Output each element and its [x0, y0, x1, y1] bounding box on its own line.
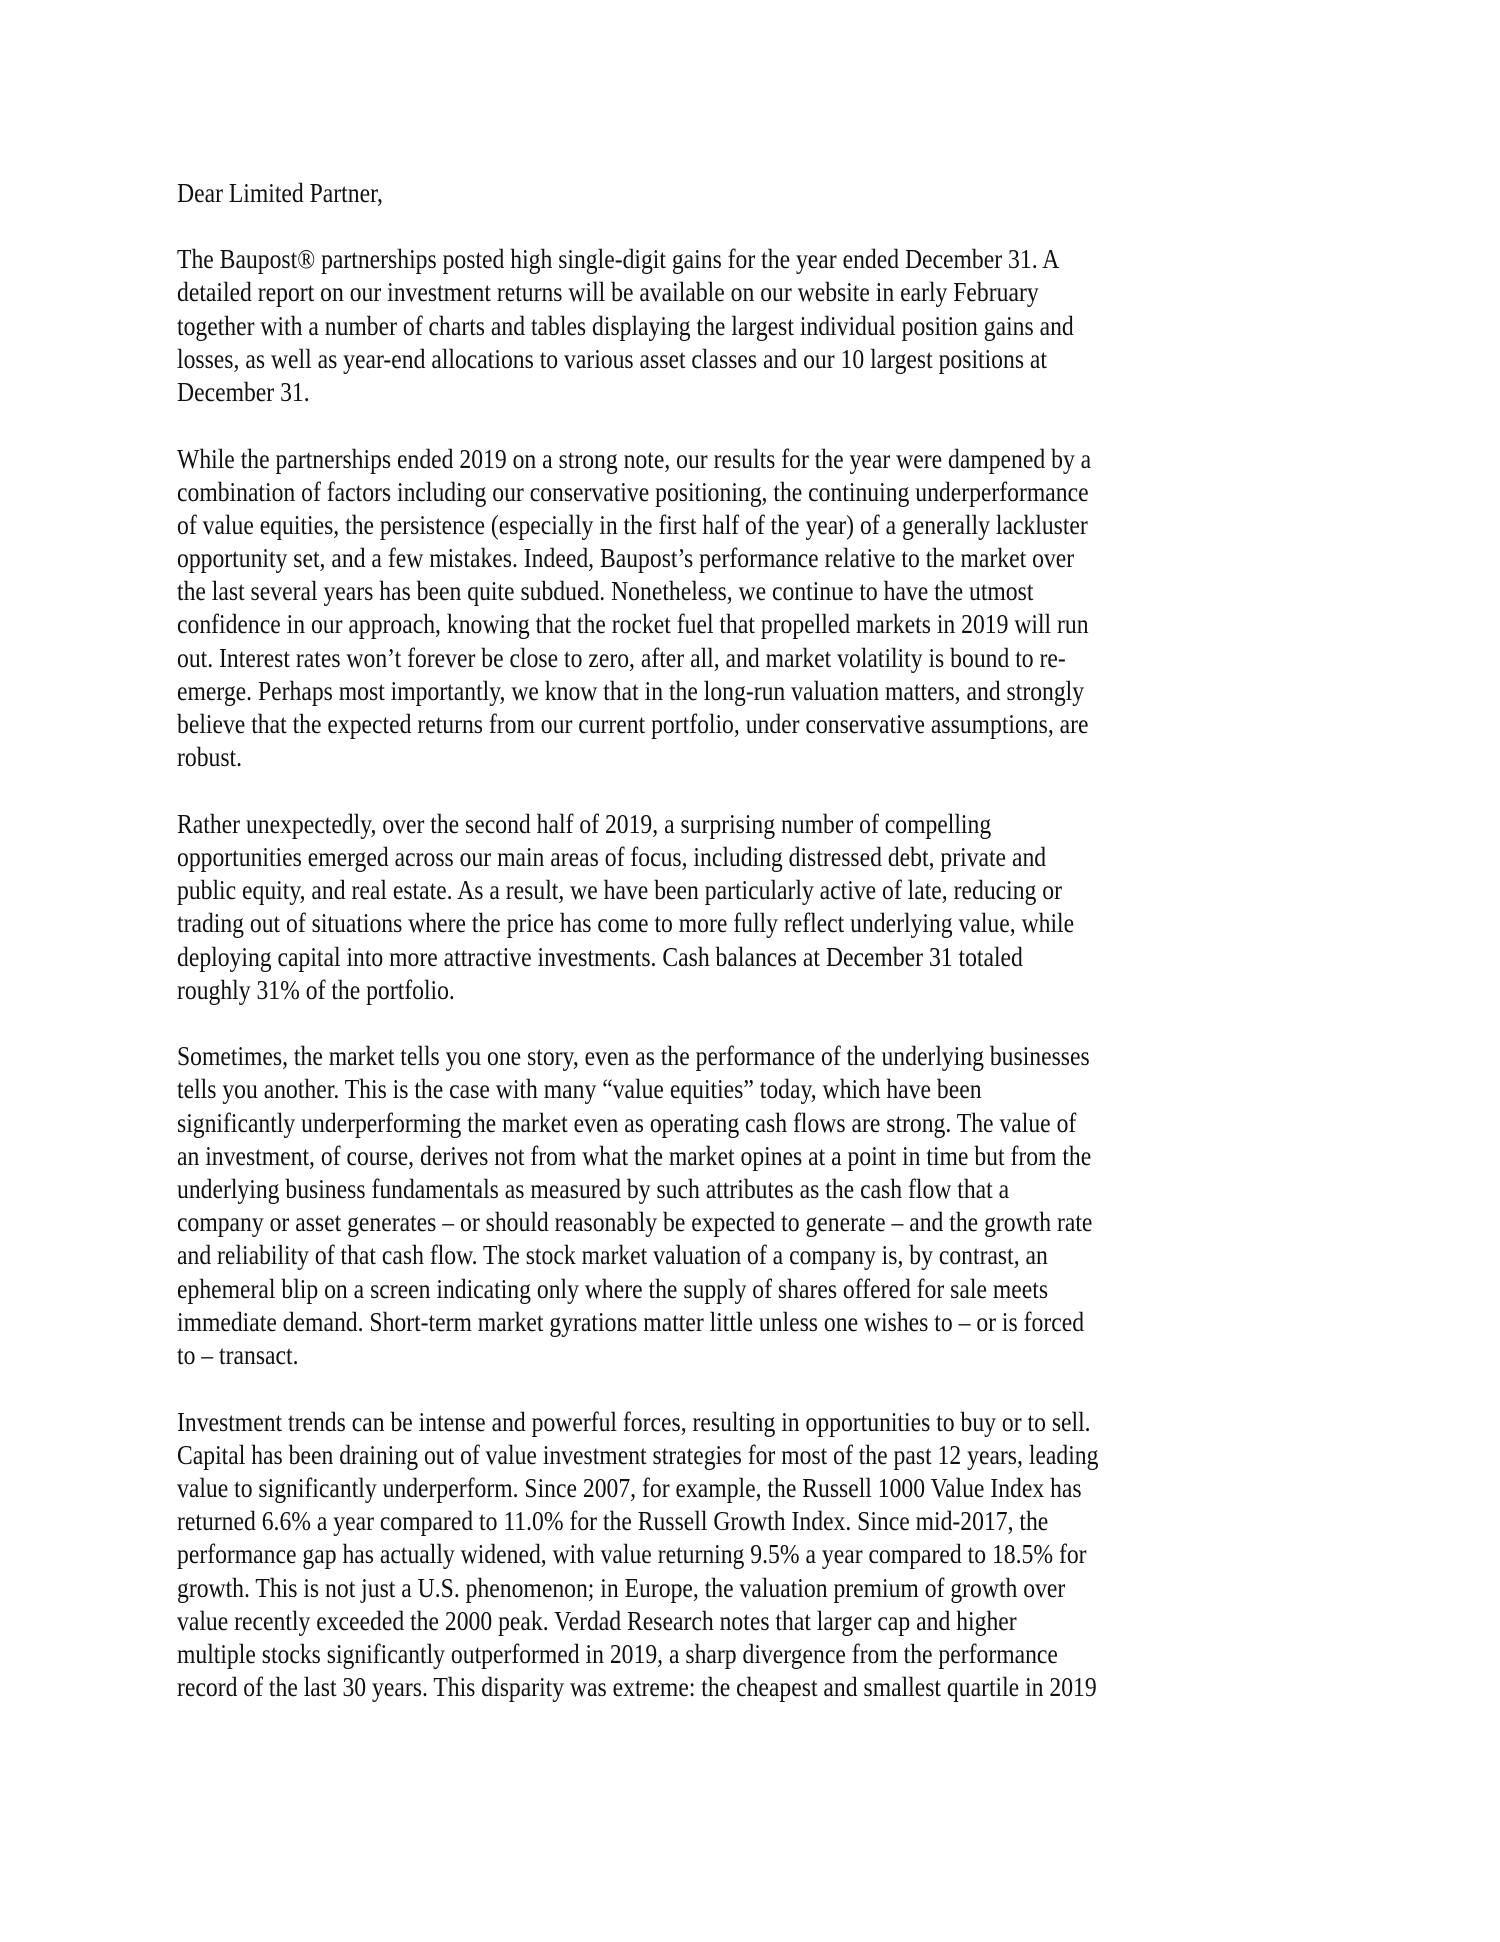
text-line: [177, 973, 1337, 1006]
text-line-content: out. Interest rates won’t forever be close to zero, after all, and market volatility is bound to re-: [177, 641, 1066, 673]
text-line: [177, 1305, 1337, 1338]
text-line-content: While the partnerships ended 2019 on a strong note, our results for the year were dampened by a: [177, 442, 1092, 474]
text-line: [177, 342, 1337, 375]
text-line-content: public equity, and real estate. As a result, we have been particularly active of late, reducing or: [177, 874, 1062, 906]
text-line-content: opportunities emerged across our main areas of focus, including distressed debt, private and: [177, 840, 1047, 872]
paragraph-annual-results: [177, 242, 1337, 408]
text-line-content: record of the last 30 years. This disparity was extreme: the cheapest and smallest quartile in 2019: [177, 1671, 1097, 1703]
text-line-content: emerge. Perhaps most importantly, we know that in the long-run valuation matters, and strongly: [177, 674, 1085, 706]
text-line: [177, 1338, 1337, 1371]
text-line-content: deploying capital into more attractive investments. Cash balances at December 31 totaled: [177, 940, 1023, 972]
text-line: [177, 641, 1337, 674]
text-line-content: Rather unexpectedly, over the second half of 2019, a surprising number of compelling: [177, 807, 992, 839]
text-line: [177, 1039, 1337, 1072]
text-line-content: believe that the expected returns from our current portfolio, under conservative assumptions, are: [177, 708, 1089, 740]
text-line-content: immediate demand. Short-term market gyrations matter little unless one wishes to – or is forced: [177, 1305, 1085, 1337]
text-line-content: The Baupost® partnerships posted high single-digit gains for the year ended December 31. A: [177, 243, 1060, 275]
text-line: [177, 442, 1337, 475]
text-line: [177, 275, 1337, 308]
text-line-content: value to significantly underperform. Since 2007, for example, the Russell 1000 Value Index has: [177, 1471, 1082, 1503]
text-line-content: growth. This is not just a U.S. phenomenon; in Europe, the valuation premium of growth over: [177, 1571, 1066, 1603]
text-line: [177, 1537, 1337, 1570]
text-line-content: combination of factors including our conservative positioning, the continuing underperformance: [177, 475, 1089, 507]
text-line-content: December 31.: [177, 375, 310, 407]
text-line-content: value recently exceeded the 2000 peak. Verdad Research notes that larger cap and higher: [177, 1604, 1017, 1636]
text-line: [177, 707, 1337, 740]
text-line: [177, 1604, 1337, 1637]
paragraph-opportunities: [177, 807, 1337, 1006]
text-line-content: confidence in our approach, knowing that the rocket fuel that propelled markets in 2019 will run: [177, 608, 1089, 640]
paragraph-market-story: [177, 1039, 1337, 1371]
text-line: [177, 1438, 1337, 1471]
text-line-content: Capital has been draining out of value investment strategies for most of the past 12 years, leading: [177, 1438, 1099, 1470]
text-line-content: Investment trends can be intense and powerful forces, resulting in opportunities to buy or to sell.: [177, 1405, 1091, 1437]
text-line: [177, 906, 1337, 939]
text-line: [177, 607, 1337, 640]
text-line: [177, 674, 1337, 707]
text-line-content: an investment, of course, derives not from what the market opines at a point in time but from the: [177, 1139, 1092, 1171]
text-line: [177, 1670, 1337, 1703]
text-line: [177, 508, 1337, 541]
text-line: [177, 375, 1337, 408]
text-line: [177, 807, 1337, 840]
text-line-content: tells you another. This is the case with many “value equities” today, which have been: [177, 1073, 982, 1105]
text-line-content: performance gap has actually widened, with value returning 9.5% a year compared to 18.5% for: [177, 1538, 1087, 1570]
text-line: [177, 840, 1337, 873]
text-line: [177, 1571, 1337, 1604]
text-line: [177, 1504, 1337, 1537]
text-line: [177, 242, 1337, 275]
text-line-content: underlying business fundamentals as measured by such attributes as the cash flow that a: [177, 1173, 1010, 1205]
text-line: [177, 1272, 1337, 1305]
text-line-content: losses, as well as year-end allocations to various asset classes and our 10 largest positions at: [177, 342, 1048, 374]
text-line: [177, 1072, 1337, 1105]
text-line-content: ephemeral blip on a screen indicating only where the supply of shares offered for sale meets: [177, 1272, 1049, 1304]
text-line-content: returned 6.6% a year compared to 11.0% for the Russell Growth Index. Since mid-2017, the: [177, 1505, 1049, 1537]
text-line: [177, 475, 1337, 508]
text-line: [177, 1405, 1337, 1438]
text-line: [177, 309, 1337, 342]
text-line-content: detailed report on our investment returns will be available on our website in early February: [177, 276, 1039, 308]
text-line: [177, 1238, 1337, 1271]
text-line-content: multiple stocks significantly outperformed in 2019, a sharp divergence from the performance: [177, 1637, 1058, 1669]
text-line-content: and reliability of that cash flow. The stock market valuation of a company is, by contrast, an: [177, 1239, 1048, 1271]
text-line: [177, 541, 1337, 574]
text-line: [177, 1106, 1337, 1139]
text-line-content: robust.: [177, 741, 243, 773]
text-line-content: trading out of situations where the price has come to more fully reflect underlying value, while: [177, 907, 1075, 939]
text-line-content: significantly underperforming the market even as operating cash flows are strong. The value of: [177, 1106, 1077, 1138]
text-line: [177, 940, 1337, 973]
paragraph-year-review: [177, 442, 1337, 774]
text-line-content: roughly 31% of the portfolio.: [177, 973, 455, 1005]
text-line: [177, 1205, 1337, 1238]
text-line: [177, 574, 1337, 607]
text-line-content: company or asset generates – or should reasonably be expected to generate – and the growth rate: [177, 1206, 1093, 1238]
text-line-content: to – transact.: [177, 1338, 299, 1370]
text-line-content: Sometimes, the market tells you one story, even as the performance of the underlying businesses: [177, 1040, 1090, 1072]
text-line-content: opportunity set, and a few mistakes. Indeed, Baupost’s performance relative to the market over: [177, 542, 1075, 574]
text-line-content: together with a number of charts and tables displaying the largest individual position gains and: [177, 309, 1074, 341]
text-line-content: of value equities, the persistence (especially in the first half of the year) of a generally lackluster: [177, 508, 1088, 540]
text-line: [177, 1139, 1337, 1172]
text-line: [177, 740, 1337, 773]
text-line: [177, 1172, 1337, 1205]
salutation-text: Dear Limited Partner,: [177, 177, 383, 208]
salutation: [177, 176, 1337, 209]
paragraph-investment-trends: [177, 1405, 1337, 1704]
letter-page: [177, 176, 1337, 1737]
text-line-content: the last several years has been quite subdued. Nonetheless, we continue to have the utmost: [177, 575, 1034, 607]
text-line: [177, 1637, 1337, 1670]
text-line: [177, 1471, 1337, 1504]
text-line: [177, 873, 1337, 906]
